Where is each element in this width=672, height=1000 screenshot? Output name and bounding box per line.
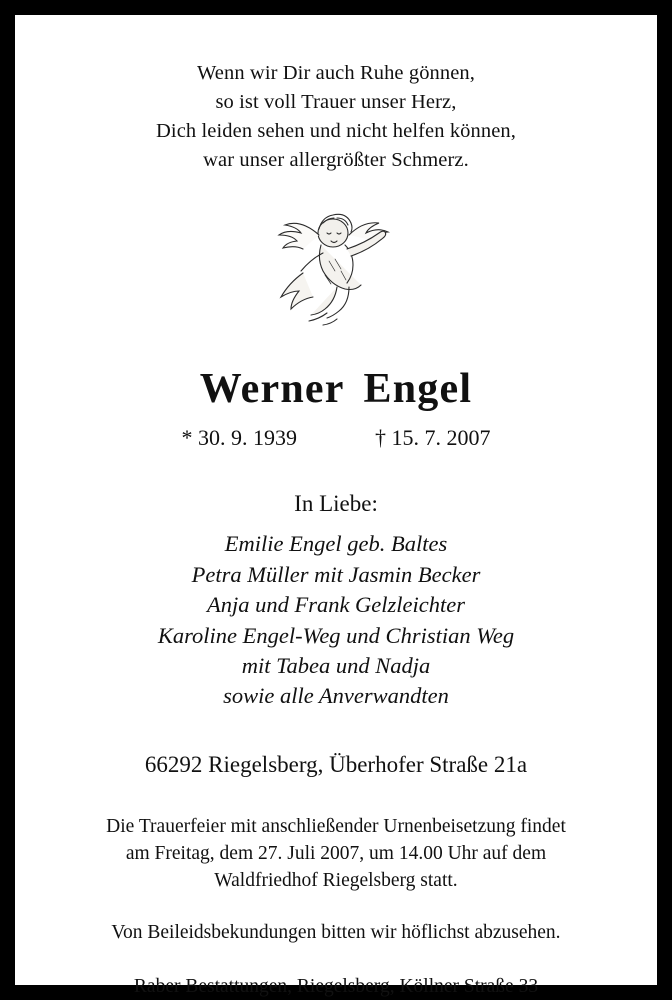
verse-line-1: Wenn wir Dir auch Ruhe gönnen, [196,62,476,84]
birth-date: * 30. 9. 1939 [181,425,297,451]
deceased-name: Werner Engel [199,366,473,413]
death-date: † 15. 7. 2007 [375,425,491,451]
family-line-5: mit Tabea und Nadja [241,652,431,678]
verse-line-2: so ist voll Trauer unser Herz, [215,91,457,114]
obituary-inner-frame [14,14,658,998]
family-line-4: Karoline Engel-Weg und Christian Weg [157,622,515,648]
family-line-1: Emilie Engel geb. Baltes [224,531,448,557]
funeral-home-credit: Raber Bestattungen, Riegelsberg, Köllner Straße 33 [133,976,539,998]
life-dates [182,425,491,451]
family-line-2: Petra Müller mit Jasmin Becker [191,561,481,587]
family-line-6: sowie alle Anverwandten [223,683,449,709]
verse-line-4: war unser allergrößter Schmerz. [203,149,469,172]
memorial-verse [156,59,516,175]
ceremony-line-2: am Freitag, dem 27. Juli 2007, um 14.00 Uhr auf dem [125,842,547,864]
address-line: 66292 Riegelsberg, Überhofer Straße 21a [144,751,528,777]
in-love-label: In Liebe: [294,491,378,517]
family-line-3: Anja und Frank Gelzleichter [206,592,466,618]
verse-line-3: Dich leiden sehen und nicht helfen können, [156,120,516,143]
ceremony-line-3: Waldfriedhof Riegelsberg statt. [214,869,458,891]
condolences-note: Von Beileidsbekundungen bitten wir höflichst abzusehen. [111,922,561,944]
ceremony-line-1: Die Trauerfeier mit anschließender Urnenbeisetzung findet [106,815,566,837]
flying-angel-icon [241,201,431,341]
ceremony-details [106,814,566,895]
surviving-family-list [158,529,514,711]
